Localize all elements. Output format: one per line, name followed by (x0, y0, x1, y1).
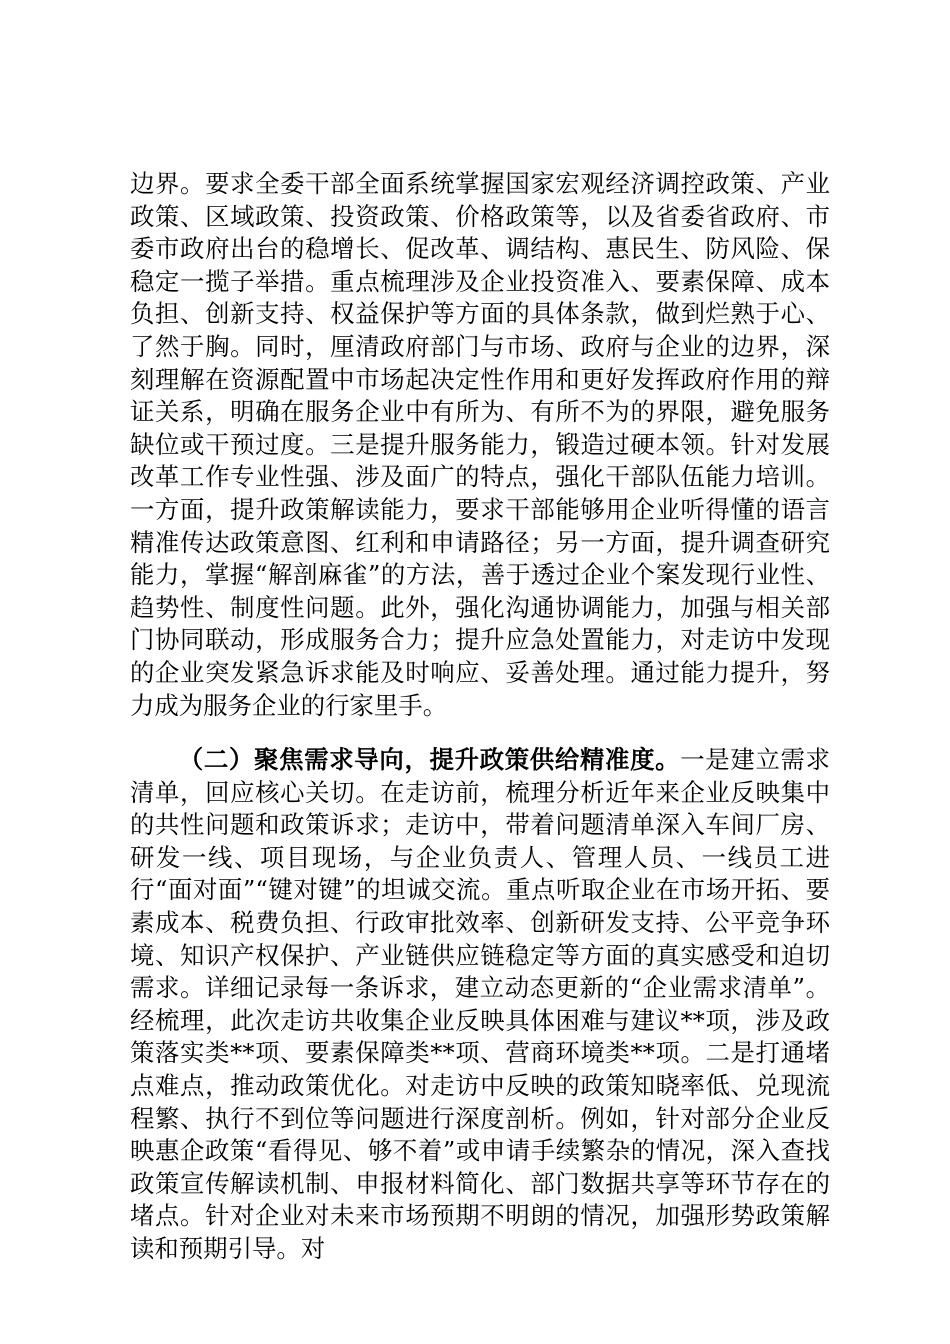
body-paragraph-2 (130, 744, 830, 1266)
section-heading: （二）聚焦需求导向，提升政策供给精准度。 (178, 745, 681, 775)
document-page (130, 168, 830, 1266)
section-body-text: 一是建立需求清单，回应核心关切。在走访前，梳理分析近年来企业反映集中的共性问题和政策诉求；走访中，带着问题清单深入车间厂房、研发一线、项目现场，与企业负责人、管理人员、一线员工进行“面对面”“键对键”的坦诚交流。重点听取企业在市场开拓、要素成本、税费负担、行政审批效率、创新研发支持、公平竞争环境、知识产权保护、产业链供应链稳定等方面的真实感受和迫切需求。详细记录每一条诉求，建立动态更新的“企业需求清单”。经梳理，此次走访共收集企业反映具体困难与建议**项，涉及政策落实类**项、要素保障类**项、营商环境类**项。二是打通堵点难点，推动政策优化。对走访中反映的政策知晓率低、兑现流程繁、执行不到位等问题进行深度剖析。例如，针对部分企业反映惠企政策“看得见、够不着”或申请手续繁杂的情况，深入查找政策宣传解读机制、申报材料简化、部门数据共享等环节存在的堵点。针对企业对未来市场预期不明朗的情况，加强形势政策解读和预期引导。对 (130, 745, 830, 1263)
body-paragraph-1: 边界。要求全委干部全面系统掌握国家宏观经济调控政策、产业政策、区域政策、投资政策、价格政策等，以及省委省政府、市委市政府出台的稳增长、促改革、调结构、惠民生、防风险、保稳定一揽子举措。重点梳理涉及企业投资准入、要素保障、成本负担、创新支持、权益保护等方面的具体条款，做到烂熟于心、了然于胸。同时，厘清政府部门与市场、政府与企业的边界，深刻理解在资源配置中市场起决定性作用和更好发挥政府作用的辩证关系，明确在服务企业中有所为、有所不为的界限，避免服务缺位或干预过度。三是提升服务能力，锻造过硬本领。针对发展改革工作专业性强、涉及面广的特点，强化干部队伍能力培训。一方面，提升政策解读能力，要求干部能够用企业听得懂的语言精准传达政策意图、红利和申请路径；另一方面，提升调查研究能力，掌握“解剖麻雀”的方法，善于透过企业个案发现行业性、趋势性、制度性问题。此外，强化沟通协调能力，加强与相关部门协同联动，形成服务合力；提升应急处置能力，对走访中发现的企业突发紧急诉求能及时响应、妥善处理。通过能力提升，努力成为服务企业的行家里手。 (130, 169, 830, 720)
